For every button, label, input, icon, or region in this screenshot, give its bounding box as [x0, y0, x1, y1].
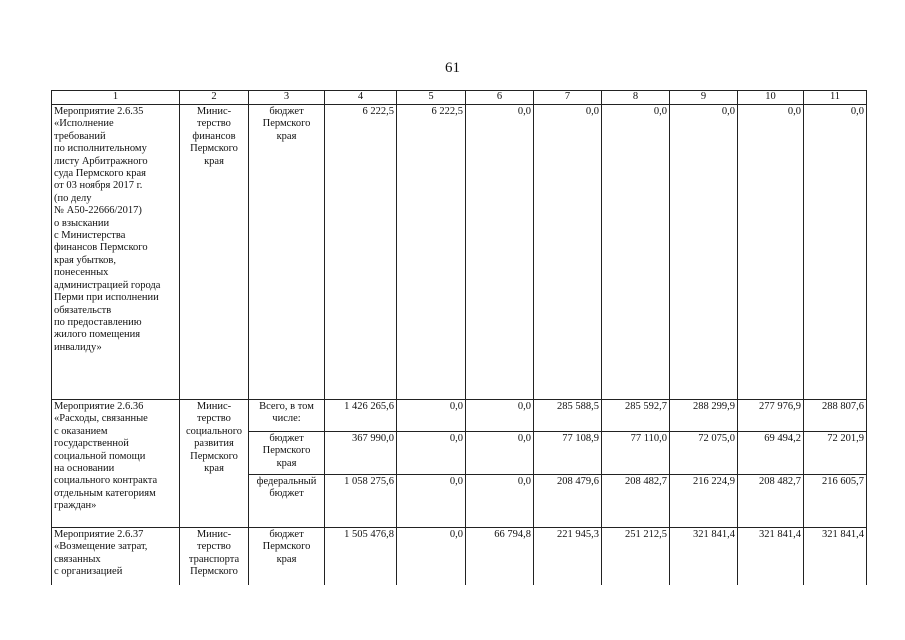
funding-source: бюджет Пермского края — [249, 432, 325, 475]
funding-source: федеральный бюджет — [249, 475, 325, 528]
measure-name: Мероприятие 2.6.37 «Возмещение затрат, связанных с организацией — [52, 528, 180, 586]
budget-table — [51, 90, 867, 585]
value-cell: 0,0 — [602, 105, 670, 400]
value-cell: 0,0 — [534, 105, 602, 400]
value-cell: 77 110,0 — [602, 432, 670, 475]
value-cell: 321 841,4 — [804, 528, 867, 586]
value-cell: 0,0 — [466, 475, 534, 528]
funding-source: Всего, в том числе: — [249, 400, 325, 432]
value-cell: 0,0 — [466, 400, 534, 432]
col-header-10: 10 — [738, 91, 804, 105]
col-header-4: 4 — [325, 91, 397, 105]
value-cell: 1 058 275,6 — [325, 475, 397, 528]
value-cell: 277 976,9 — [738, 400, 804, 432]
value-cell: 285 588,5 — [534, 400, 602, 432]
value-cell: 216 605,7 — [804, 475, 867, 528]
value-cell: 77 108,9 — [534, 432, 602, 475]
value-cell: 0,0 — [466, 105, 534, 400]
value-cell: 1 505 476,8 — [325, 528, 397, 586]
value-cell: 72 075,0 — [670, 432, 738, 475]
funding-source: бюджет Пермского края — [249, 528, 325, 586]
value-cell: 0,0 — [804, 105, 867, 400]
col-header-6: 6 — [466, 91, 534, 105]
page-number: 61 — [445, 60, 460, 76]
col-header-7: 7 — [534, 91, 602, 105]
table-row — [52, 105, 867, 400]
value-cell: 221 945,3 — [534, 528, 602, 586]
value-cell: 6 222,5 — [397, 105, 466, 400]
responsible-executor: Минис- терство финансов Пермского края — [180, 105, 249, 400]
table-row — [52, 528, 867, 586]
funding-source: бюджет Пермского края — [249, 105, 325, 400]
value-cell: 0,0 — [397, 400, 466, 432]
value-cell: 0,0 — [397, 475, 466, 528]
table-row — [52, 400, 867, 432]
value-cell: 288 299,9 — [670, 400, 738, 432]
value-cell: 1 426 265,6 — [325, 400, 397, 432]
responsible-executor: Минис- терство социального развития Пермского края — [180, 400, 249, 528]
value-cell: 66 794,8 — [466, 528, 534, 586]
col-header-8: 8 — [602, 91, 670, 105]
value-cell: 0,0 — [397, 432, 466, 475]
value-cell: 288 807,6 — [804, 400, 867, 432]
col-header-3: 3 — [249, 91, 325, 105]
responsible-executor: Минис- терство транспорта Пермского — [180, 528, 249, 586]
value-cell: 72 201,9 — [804, 432, 867, 475]
value-cell: 208 482,7 — [602, 475, 670, 528]
value-cell: 6 222,5 — [325, 105, 397, 400]
col-header-2: 2 — [180, 91, 249, 105]
col-header-9: 9 — [670, 91, 738, 105]
value-cell: 0,0 — [738, 105, 804, 400]
value-cell: 216 224,9 — [670, 475, 738, 528]
value-cell: 208 482,7 — [738, 475, 804, 528]
value-cell: 251 212,5 — [602, 528, 670, 586]
measure-name: Мероприятие 2.6.36 «Расходы, связанные с оказанием государственной социальной помощи на основании социального контракта отдельным категориям граждан» — [52, 400, 180, 528]
header-row — [52, 91, 867, 105]
value-cell: 208 479,6 — [534, 475, 602, 528]
value-cell: 367 990,0 — [325, 432, 397, 475]
value-cell: 0,0 — [397, 528, 466, 586]
value-cell: 321 841,4 — [670, 528, 738, 586]
measure-name: Мероприятие 2.6.35 «Исполнение требований по исполнительному листу Арбитражного суда Пермского края от 03 ноября 2017 г. (по делу № А50-22666/2017) о взыскании с Министерства финансов Пермского края убытков, понесенных администрацией города Перми при исполнении обязательств по предоставлению жилого помещения инвалиду» — [52, 105, 180, 400]
value-cell: 285 592,7 — [602, 400, 670, 432]
col-header-1: 1 — [52, 91, 180, 105]
value-cell: 69 494,2 — [738, 432, 804, 475]
col-header-5: 5 — [397, 91, 466, 105]
col-header-11: 11 — [804, 91, 867, 105]
value-cell: 321 841,4 — [738, 528, 804, 586]
value-cell: 0,0 — [670, 105, 738, 400]
value-cell: 0,0 — [466, 432, 534, 475]
